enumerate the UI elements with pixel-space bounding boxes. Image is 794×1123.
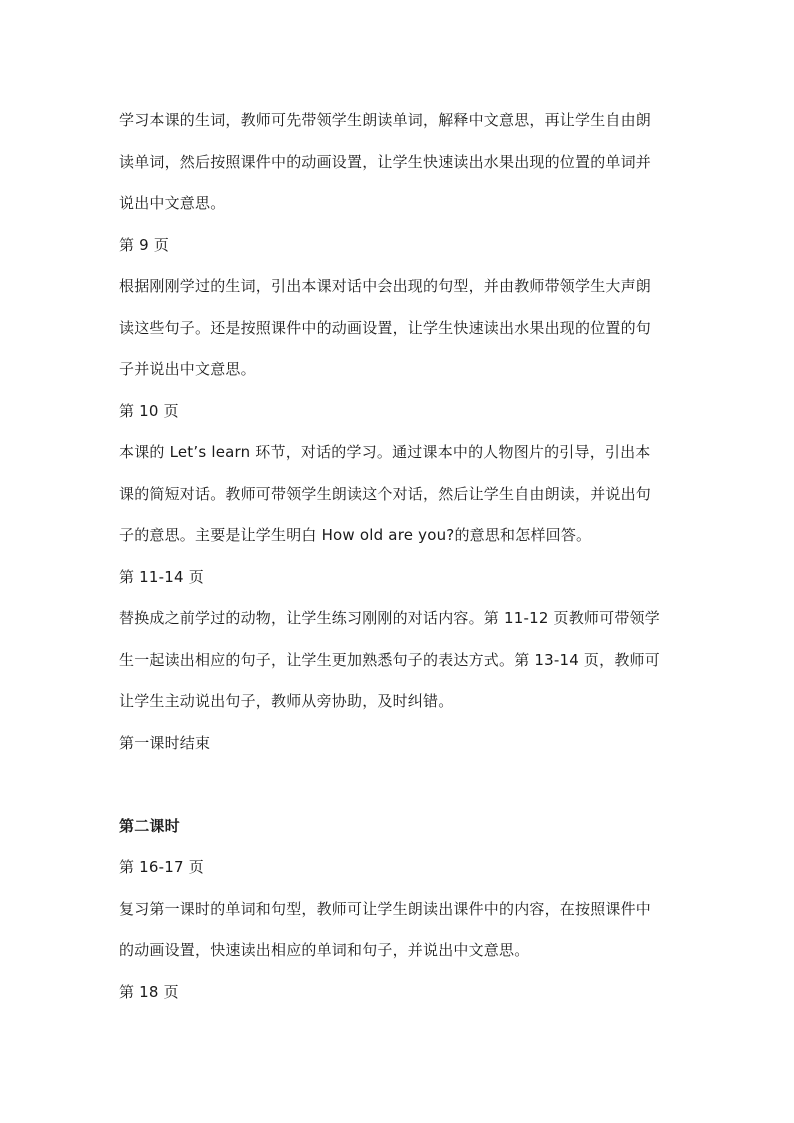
- paragraph-line: 课的简短对话。教师可带领学生朗读这个对话，然后让学生自由朗读，并说出句: [119, 484, 652, 503]
- section-spacer: [119, 764, 679, 806]
- page-label: 第 16-17 页: [119, 858, 204, 876]
- paragraph-line: 根据刚刚学过的生词，引出本课对话中会出现的句型，并由教师带领学生大声朗: [119, 277, 652, 295]
- page-label: 第 18 页: [119, 982, 179, 1001]
- paragraph-line: 读这些句子。还是按照课件中的动画设置，让学生快速读出水果出现的位置的句: [119, 318, 652, 337]
- paragraph-line: 本课的 Let’s learn 环节，对话的学习。通过课本中的人物图片的引导，引出本: [119, 443, 651, 461]
- paragraph-line: 复习第一课时的单词和句型，教师可让学生朗读出课件中的内容，在按照课件中: [119, 899, 652, 918]
- paragraph-line: 生一起读出相应的句子，让学生更加熟悉句子的表达方式。第 13-14 页，教师可: [119, 650, 660, 669]
- page-label: 第 10 页: [119, 401, 179, 420]
- paragraph-line: 读单词，然后按照课件中的动画设置，让学生快速读出水果出现的位置的单词并: [119, 152, 652, 171]
- paragraph-line: 子并说出中文意思。: [119, 360, 256, 378]
- lesson-end-note: 第一课时结束: [119, 733, 211, 752]
- paragraph-line: 替换成之前学过的动物，让学生练习刚刚的对话内容。第 11-12 页教师可带领学: [119, 609, 660, 627]
- paragraph-line: 子的意思。主要是让学生明白 How old are you?的意思和怎样回答。: [119, 526, 592, 544]
- paragraph-line: 让学生主动说出句子，教师从旁协助，及时纠错。: [119, 692, 454, 710]
- page-label: 第 11-14 页: [119, 567, 204, 586]
- document-body: [119, 100, 679, 1013]
- paragraph-line: 学习本课的生词，教师可先带领学生朗读单词，解释中文意思，再让学生自由朗: [119, 111, 652, 129]
- paragraph-line: 说出中文意思。: [119, 194, 226, 212]
- page-label: 第 9 页: [119, 235, 170, 254]
- section-heading: 第二课时: [119, 816, 180, 835]
- paragraph-line: 的动画设置，快速读出相应的单词和句子，并说出中文意思。: [119, 941, 530, 959]
